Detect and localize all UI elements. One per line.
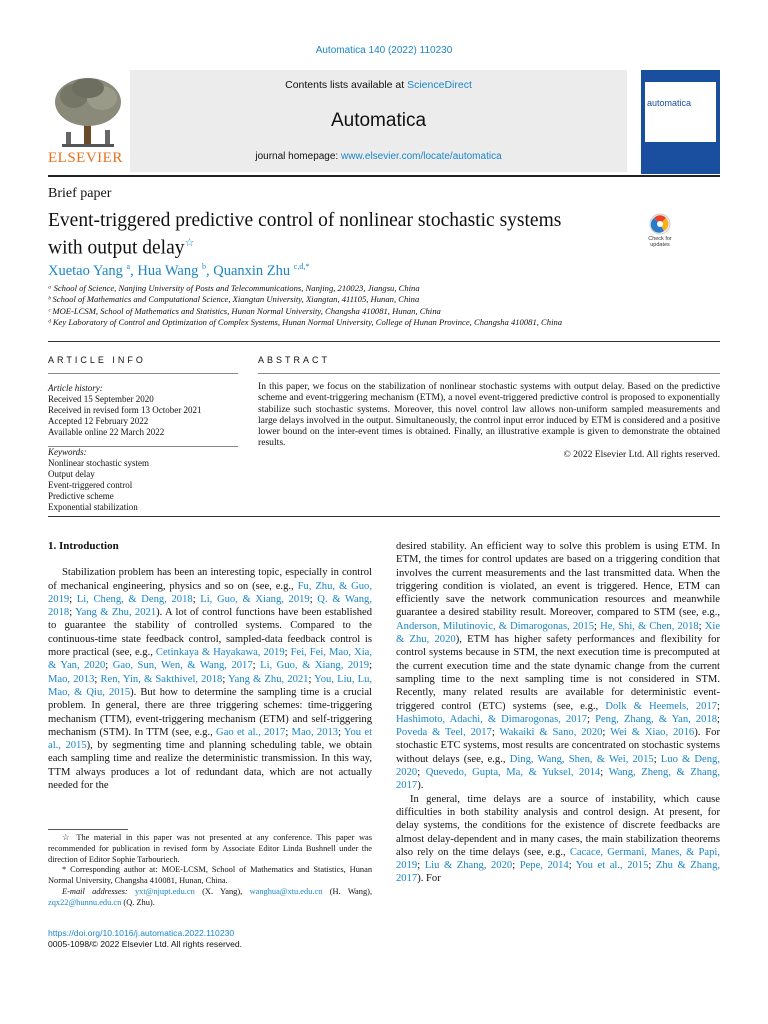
keyword: Nonlinear stochastic system (48, 458, 149, 468)
header-divider (48, 175, 720, 177)
affiliation: ᵃ School of Science, Nanjing University of Posts and Telecommunications, Nanjing, 210023, Jiangsu, China (48, 283, 420, 293)
footnote-rule (48, 829, 128, 830)
article-info-rule (48, 373, 238, 374)
author-name[interactable]: Xuetao Yang (48, 262, 123, 279)
article-history (48, 383, 238, 438)
body-paragraph: In general, time delays are a source of instability, which cause difficulties in both stability analysis and control design. At present, for delay systems, the conditions for the existence of discrete feedbacks are almost delay-dependent and in many cases, the main stabilization theorems also rely on the time delays (see, e.g., Cacace, Germani, Manes, & Papi, 2019; Liu & Zhang, 2020; Pepe, 2014; You et al., 2015; Zhu & Zhang, 2017). For (396, 793, 721, 885)
author-affil-mark[interactable]: a (126, 262, 131, 271)
footnotes (48, 833, 372, 909)
sciencedirect-link[interactable]: ScienceDirect (407, 79, 472, 91)
history-item: Received in revised form 13 October 2021 (48, 405, 202, 415)
section-heading: 1. Introduction (48, 540, 119, 552)
history-label: Article history: (48, 383, 103, 393)
homepage-line (130, 151, 627, 162)
keyword: Output delay (48, 469, 95, 479)
doi-link[interactable]: https://doi.org/10.1016/j.automatica.2022.110230 (48, 928, 235, 938)
body-column-left (48, 540, 372, 792)
keyword: Event-triggered control (48, 480, 133, 490)
homepage-link[interactable]: www.elsevier.com/locate/automatica (341, 151, 502, 162)
author-affil-mark[interactable]: b (201, 262, 206, 271)
affiliation-divider (48, 341, 720, 342)
article-title (48, 209, 608, 260)
contents-prefix: Contents lists available at (285, 79, 408, 91)
abstract-text: In this paper, we focus on the stabilization of nonlinear stochastic systems with output delay. Based on the predictive scheme and event-triggering mechanism (ETM), a novel event-triggered predictive control is proposed to exponentially stabilize such stochastic systems. Moreover, this novel control law allows non-uniform sampled measurements and large delays involved in the output. Simultaneously, the control input error induced by ETM is considered and a positive lower bound on the inter-event times is obtained. Finally, an illustrative example is given to demonstrate the obtained results. (258, 381, 720, 449)
email-link[interactable]: wanghua@xtu.edu.cn (249, 886, 323, 896)
check-for-updates-label: Check for updates (648, 236, 672, 248)
cover-title: automatica (647, 98, 692, 108)
journal-cover-thumbnail (641, 70, 720, 174)
affiliation: ᵈ Key Laboratory of Control and Optimization of Complex Systems, Hunan Normal University, College of Hunan Province, Changsha 410081, China (48, 316, 563, 327)
affiliation: ᶜ MOE-LCSM, School of Mathematics and Statistics, Hunan Normal University, Changsha 410081, Hunan, China (48, 305, 441, 316)
affiliation: ᵇ School of Mathematics and Computational Science, Xiangtan University, Xiangtan, 411105, Hunan, China (48, 294, 420, 305)
journal-reference[interactable]: Automatica 140 (2022) 110230 (315, 45, 453, 56)
keywords-block (48, 446, 238, 513)
article-type: Brief paper (48, 186, 112, 201)
title-line-2 (48, 232, 608, 260)
affiliations (48, 283, 728, 328)
footnote-mark: ☆ (62, 833, 77, 842)
abstract-body (258, 381, 720, 460)
cover-panel (645, 82, 716, 142)
abstract-heading: ABSTRACT (258, 355, 331, 365)
author-affil-mark[interactable]: c,d,* (293, 262, 310, 271)
keyword: Predictive scheme (48, 491, 114, 501)
footnote-star (48, 833, 372, 865)
author-name[interactable]: Quanxin Zhu (213, 262, 291, 279)
emails-label: E-mail addresses: (62, 886, 128, 896)
history-item: Received 15 September 2020 (48, 394, 154, 404)
issn-line: 0005-1098/© 2022 Elsevier Ltd. All rights reserved. (48, 939, 243, 949)
email-owner: (X. Yang), (202, 886, 243, 896)
email-owner: (Q. Zhu). (123, 897, 155, 907)
abstract-bottom-divider (48, 516, 720, 517)
title-footnote-mark[interactable]: ☆ (184, 237, 195, 249)
keyword: Exponential stabilization (48, 502, 138, 512)
abstract-rule (258, 373, 720, 374)
title-line-1: Event-triggered predictive control of nonlinear stochastic systems (48, 210, 562, 231)
email-link[interactable]: yxt@njupt.edu.cn (134, 886, 195, 896)
footnote-emails (48, 887, 372, 909)
footnote-text: Corresponding author at: MOE-LCSM, School of Mathematics and Statistics, Hunan Normal University, Changsha 410081, Hunan, China. (48, 865, 373, 886)
publisher-name: ELSEVIER (48, 150, 123, 166)
email-owner: (H. Wang), (329, 886, 373, 896)
author-name[interactable]: Hua Wang (137, 262, 199, 279)
footnote-mark: * (62, 865, 71, 875)
author-list: Xuetao Yang $^a$, Hua Wang $^b$, Quanxin Zhu $^{c,d,*}$ (48, 262, 310, 279)
history-item: Available online 22 March 2022 (48, 427, 165, 437)
email-link[interactable]: zqx22@hunnu.edu.cn (48, 897, 122, 907)
homepage-prefix: journal homepage: (255, 151, 341, 162)
doi-block (48, 928, 372, 950)
title-line-2-text: with output delay (48, 237, 185, 259)
history-item: Accepted 12 February 2022 (48, 416, 149, 426)
body-paragraph: desired stability. An efficient way to solve this problem is using ETM. In ETM, the times for control updates are based on a triggering condition that involves the current measurements and the last transmitted data. When the triggering condition is violated, an event is triggered. Hence, ETM can efficiently save the network communication resources and meanwhile guarantee a desired stability result. Moreover, compared to STM (see, e.g., Anderson, Milutinovic, & Dimarogonas, 2015; He, Shi, & Chen, 2018; Xie & Zhu, 2020), ETM has higher safety performances and flexibility for control systems because in STM, the next execution time is precomputed at the current execution time and the state dynamic change from the current sampling time to the next sampling time is not considered in STM. Recently, many related results are available for deterministic event-triggered control (ETC) systems (see, e.g., Dolk & Heemels, 2017; Hashimoto, Adachi, & Dimarogonas, 2017; Peng, Zhang, & Yan, 2018; Poveda & Teel, 2017; Wakaiki & Sano, 2020; Wei & Xiao, 2016). For stochastic ETC systems, most results are concentrated on stochastic systems without delays (see, e.g., Ding, Wang, Shen, & Wei, 2015; Luo & Deng, 2020; Quevedo, Gupta, Ma, & Yuksel, 2014; Wang, Zheng, & Zhang, 2017). (396, 541, 721, 792)
footnote-text: The material in this paper was not presented at any conference. This paper was recommended for publication in revised form by Associate Editor Linda Bushnell under the direction of Editor Sophie Tarbouriech. (48, 833, 372, 864)
contents-line (130, 79, 627, 91)
body-column-right (396, 540, 720, 886)
abstract-copyright: © 2022 Elsevier Ltd. All rights reserved. (563, 448, 720, 460)
keywords-label: Keywords: (48, 447, 87, 457)
article-info-heading: ARTICLE INFO (48, 355, 146, 365)
journal-name: Automatica (330, 110, 427, 131)
footnote-corresponding (48, 865, 372, 887)
body-paragraph: Stabilization problem has been an interesting topic, especially in control of mechanical engineering, physics and so on (see, e.g., Fu, Zhu, & Guo, 2019; Li, Cheng, & Deng, 2018; Li, Guo, & Xiang, 2019; Q. & Wang, 2018; Yang & Zhu, 2021). A lot of control functions have been established to guarantee the stability of controlled systems. Compared to the continuous-time state feedback control, sampled-data feedback control is more practical (see, e.g., Cetinkaya & Hayakawa, 2019; Fei, Fei, Mao, Xia, & Yan, 2020; Gao, Sun, Wen, & Wang, 2017; Li, Guo, & Xiang, 2019; Mao, 2013; Ren, Yin, & Sakthivel, 2018; Yang & Zhu, 2021; You, Liu, Lu, Mao, & Qiu, 2015). But how to determine the sampling time is a crucial problem. In general, there are three triggering schemes: time-triggering mechanism (TTM), event-triggering mechanism (ETM) and self-triggering mechanism (STM). In TTM (see, e.g., Gao et al., 2017; Mao, 2013; You et al., 2015), by segmenting time and planning scheduling table, we obtain each sampling time and realize the deterministic transmission. In this way, TTM always produces a lot of redundant data, which are not actually needed for the (48, 567, 373, 792)
